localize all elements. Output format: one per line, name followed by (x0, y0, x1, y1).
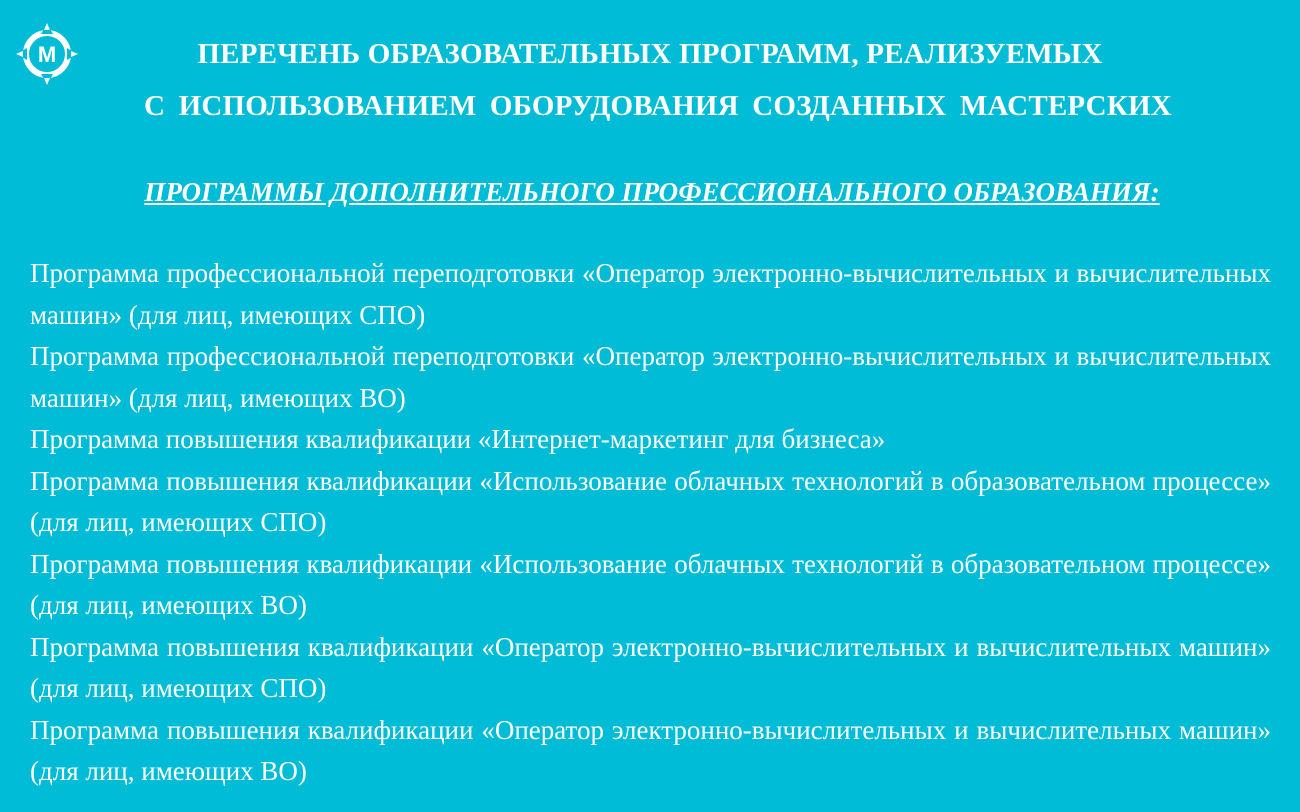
program-item: Программа повышения квалификации «Использование облачных технологий в образовательном процессе» (для лиц, имеющих СПО) (30, 465, 1271, 537)
program-item: Программа профессиональной переподготовки «Оператор электронно-вычислительных и вычислительных машин» (для лиц, имеющих СПО) (30, 258, 1271, 330)
program-list (30, 253, 1271, 793)
program-item: Программа профессиональной переподготовки «Оператор электронно-вычислительных и вычислительных машин» (для лиц, имеющих ВО) (30, 341, 1271, 413)
page-title-line-2: С ИСПОЛЬЗОВАНИЕМ ОБОРУДОВАНИЯ СОЗДАННЫХ МАСТЕРСКИХ (144, 90, 1172, 122)
program-item: Программа повышения квалификации «Оператор электронно-вычислительных и вычислительных машин» (для лиц, имеющих СПО) (30, 631, 1271, 703)
page-title-line-1: ПЕРЕЧЕНЬ ОБРАЗОВАТЕЛЬНЫХ ПРОГРАММ, РЕАЛИЗУЕМЫХ (197, 38, 1103, 70)
program-item: Программа повышения квалификации «Использование облачных технологий в образовательном процессе» (для лиц, имеющих ВО) (30, 548, 1271, 620)
program-item: Программа повышения квалификации «Интернет-маркетинг для бизнеса» (30, 424, 886, 454)
logo-letter: М (37, 42, 57, 67)
program-item: Программа повышения квалификации «Оператор электронно-вычислительных и вычислительных машин» (для лиц, имеющих ВО) (30, 714, 1271, 786)
section-heading: ПРОГРАММЫ ДОПОЛНИТЕЛЬНОГО ПРОФЕССИОНАЛЬНОГО ОБРАЗОВАНИЯ: (144, 177, 1160, 207)
